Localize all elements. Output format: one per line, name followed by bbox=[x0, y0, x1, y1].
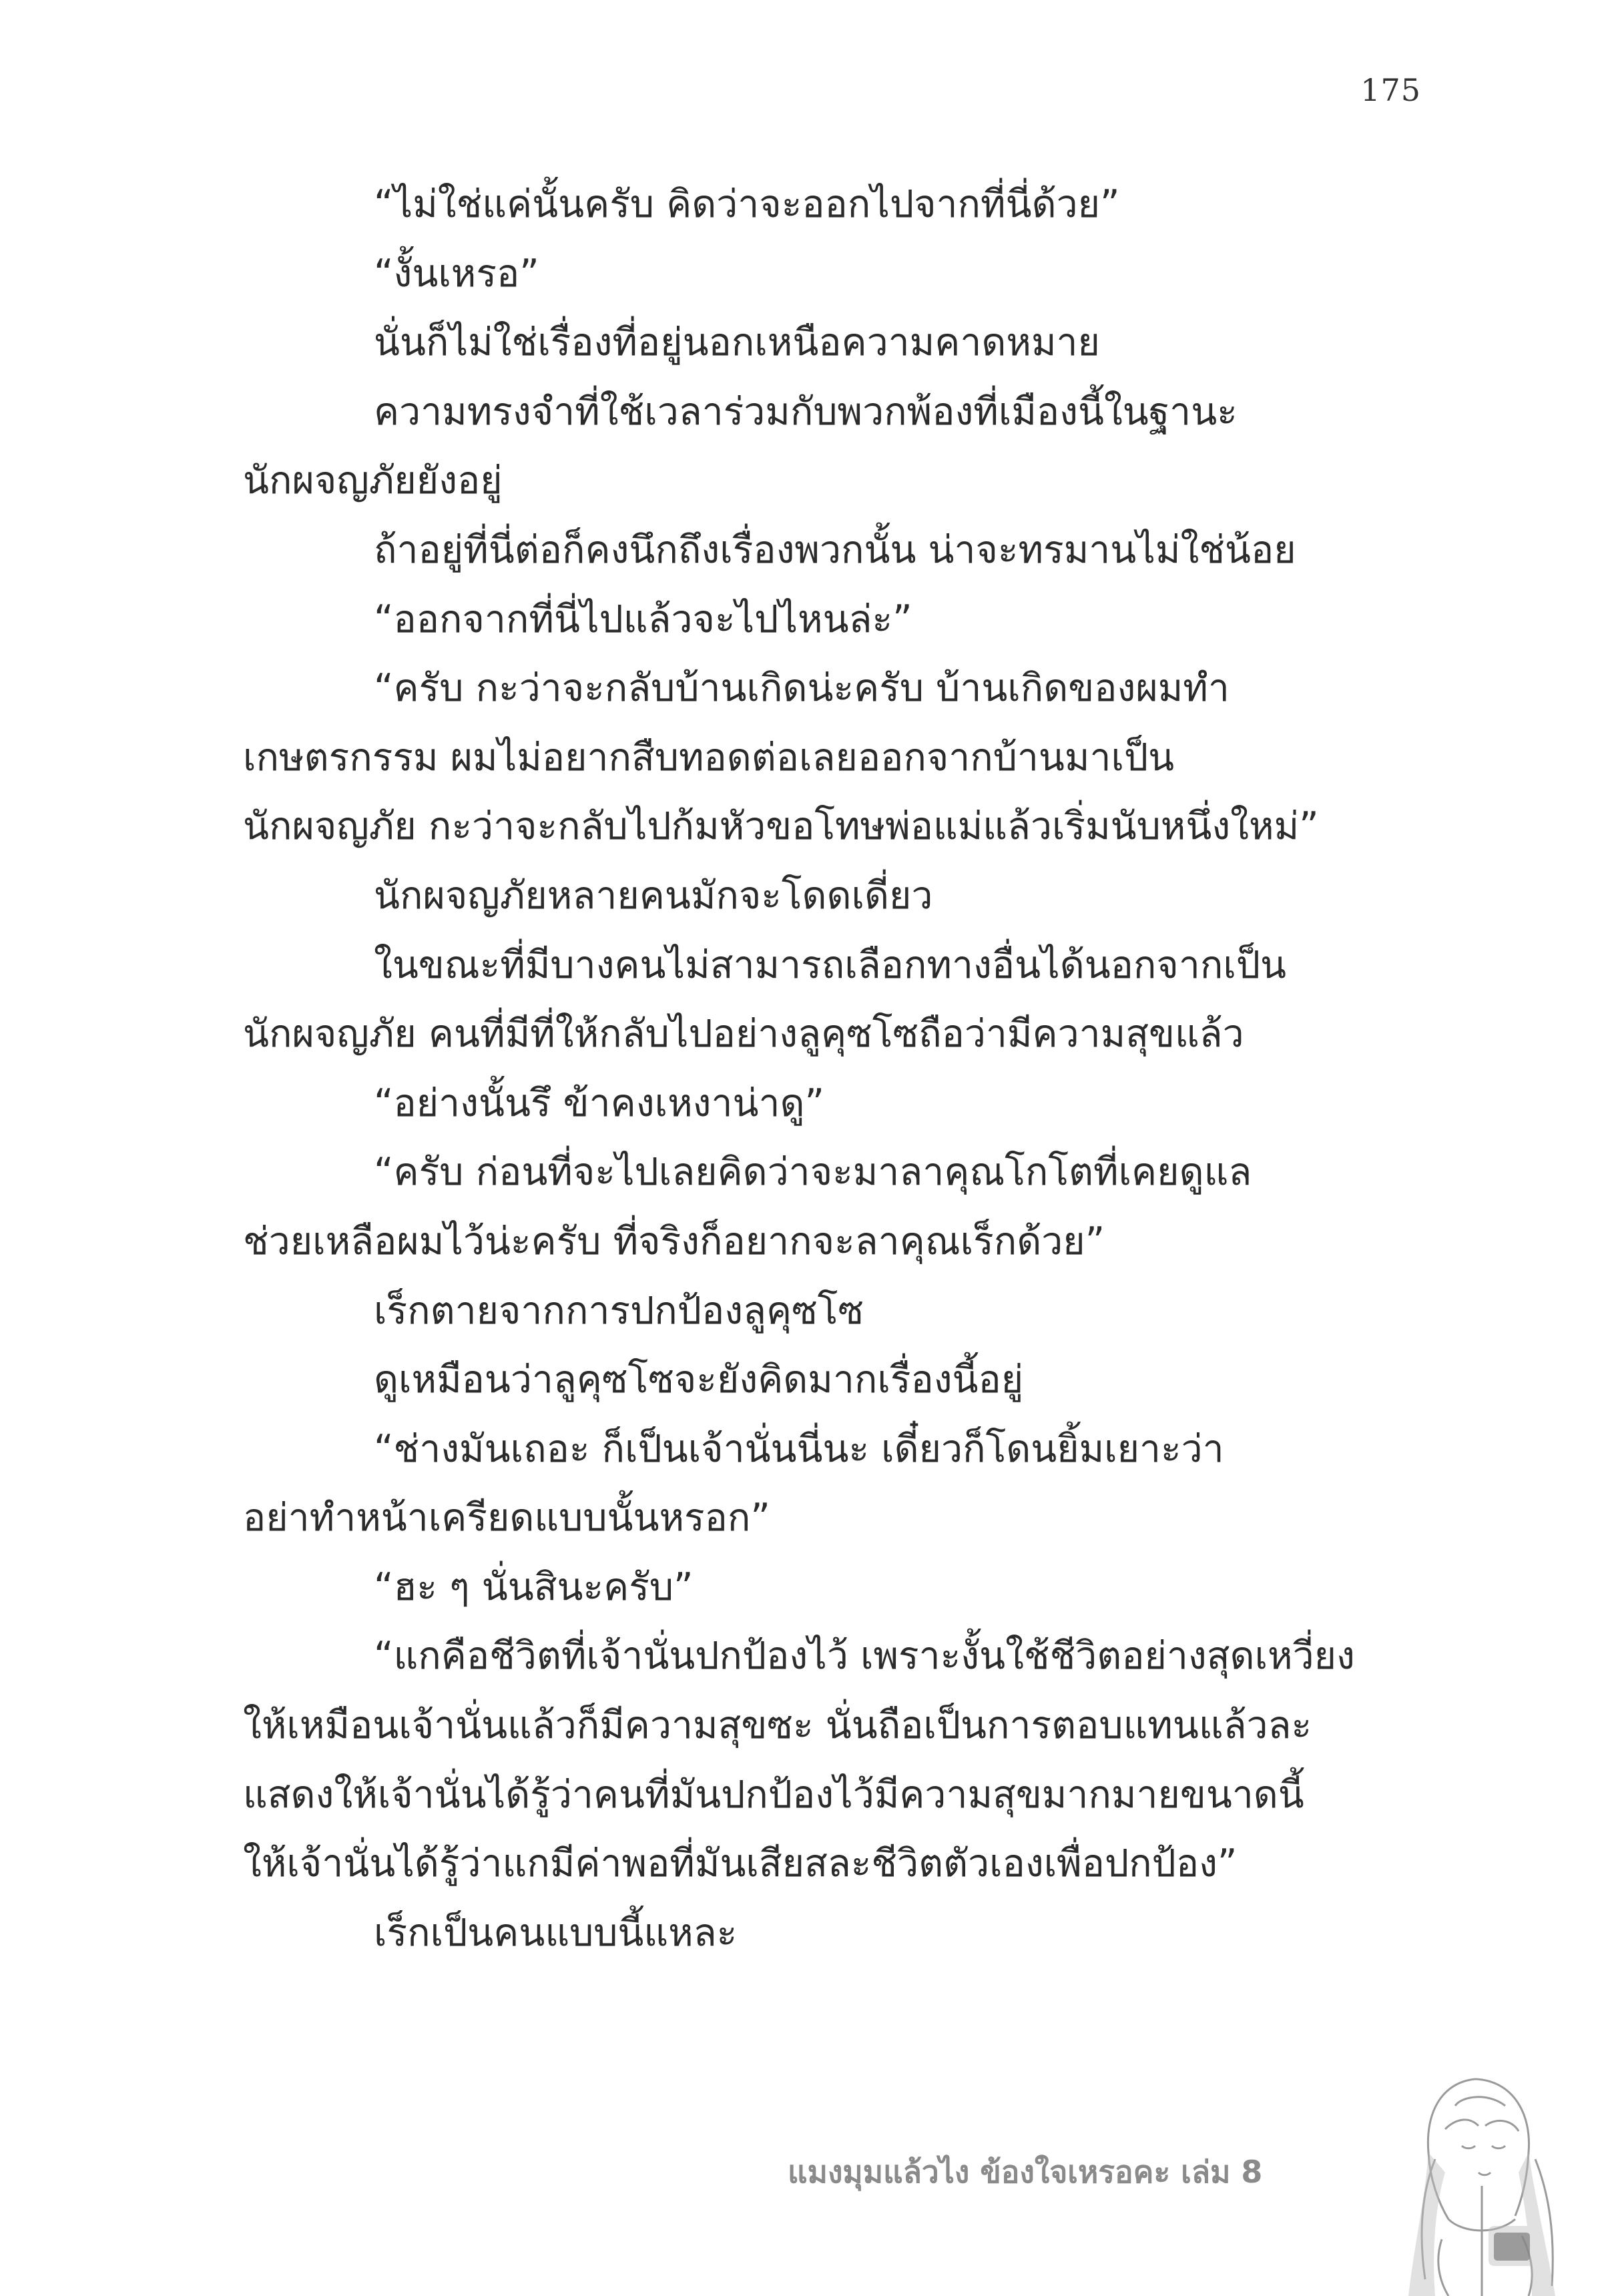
text-line: “ครับ ก่อนที่จะไปเลยคิดว่าจะมาลาคุณโกโตที่เคยดูแล bbox=[374, 1150, 1252, 1195]
text-line: “ไม่ใช่แค่นั้นครับ คิดว่าจะออกไปจากที่นี่ด้วย” bbox=[374, 182, 1120, 226]
text-line: “แกคือชีวิตที่เจ้านั่นปกป้องไว้ เพราะงั้นใช้ชีวิตอย่างสุดเหวี่ยง bbox=[374, 1634, 1355, 1679]
text-line: แสดงให้เจ้านั่นได้รู้ว่าคนที่มันปกป้องไว้มีความสุขมากมายขนาดนี้ bbox=[243, 1772, 1304, 1817]
text-line: นักผจญภัย กะว่าจะกลับไปก้มหัวขอโทษพ่อแม่แล้วเริ่มนับหนึ่งใหม่” bbox=[243, 804, 1319, 849]
text-line: “ออกจากที่นี่ไปแล้วจะไปไหนล่ะ” bbox=[374, 597, 912, 641]
text-line: ช่วยเหลือผมไว้น่ะครับ ที่จริงก็อยากจะลาคุณเร็กด้วย” bbox=[243, 1219, 1105, 1263]
text-line: ในขณะที่มีบางคนไม่สามารถเลือกทางอื่นได้นอกจากเป็น bbox=[374, 942, 1286, 987]
text-line: นักผจญภัยหลายคนมักจะโดดเดี่ยว bbox=[374, 873, 933, 918]
text-line: เกษตรกรรม ผมไม่อยากสืบทอดต่อเลยออกจากบ้านมาเป็น bbox=[243, 735, 1175, 780]
text-line: นักผจญภัยยังอยู่ bbox=[243, 459, 503, 503]
text-line: ให้เจ้านั่นได้รู้ว่าแกมีค่าพอที่มันเสียสละชีวิตตัวเองเพื่อปกป้อง” bbox=[243, 1841, 1238, 1886]
text-line: “งั้นเหรอ” bbox=[374, 251, 539, 296]
text-line: นั่นก็ไม่ใช่เรื่องที่อยู่นอกเหนือความคาดหมาย bbox=[374, 320, 1100, 365]
text-line: “ช่างมันเถอะ ก็เป็นเจ้านั่นนี่นะ เดี๋ยวก็โดนยิ้มเยาะว่า bbox=[374, 1426, 1224, 1471]
text-line: “ฮะ ๆ นั่นสินะครับ” bbox=[374, 1564, 694, 1609]
page-number: 175 bbox=[1360, 72, 1421, 108]
text-line: ถ้าอยู่ที่นี่ต่อก็คงนึกถึงเรื่องพวกนั้น น่าจะทรมานไม่ใช่น้อย bbox=[374, 527, 1296, 572]
character-illustration bbox=[1362, 2066, 1589, 2296]
text-line: เร็กตายจากการปกป้องลูคุซโซ bbox=[374, 1288, 864, 1333]
text-line: ความทรงจำที่ใช้เวลาร่วมกับพวกพ้องที่เมืองนี้ในฐานะ bbox=[374, 389, 1238, 434]
text-line: “อย่างนั้นรึ ข้าคงเหงาน่าดู” bbox=[374, 1081, 825, 1125]
book-title-footer: แมงมุมแล้วไง ข้องใจเหรอคะ เล่ม 8 bbox=[788, 2154, 1263, 2190]
text-line: อย่าทำหน้าเครียดแบบนั้นหรอก” bbox=[243, 1496, 770, 1540]
text-body bbox=[243, 170, 1418, 1968]
text-line: “ครับ กะว่าจะกลับบ้านเกิดน่ะครับ บ้านเกิดของผมทำ bbox=[374, 666, 1230, 711]
text-line: ให้เหมือนเจ้านั่นแล้วก็มีความสุขซะ นั่นถือเป็นการตอบแทนแล้วละ bbox=[243, 1703, 1312, 1748]
text-line: นักผจญภัย คนที่มีที่ให้กลับไปอย่างลูคุซโซถือว่ามีความสุขแล้ว bbox=[243, 1012, 1244, 1057]
text-line: ดูเหมือนว่าลูคุซโซจะยังคิดมากเรื่องนี้อยู่ bbox=[374, 1358, 1024, 1402]
text-line: เร็กเป็นคนแบบนี้แหละ bbox=[374, 1910, 738, 1955]
